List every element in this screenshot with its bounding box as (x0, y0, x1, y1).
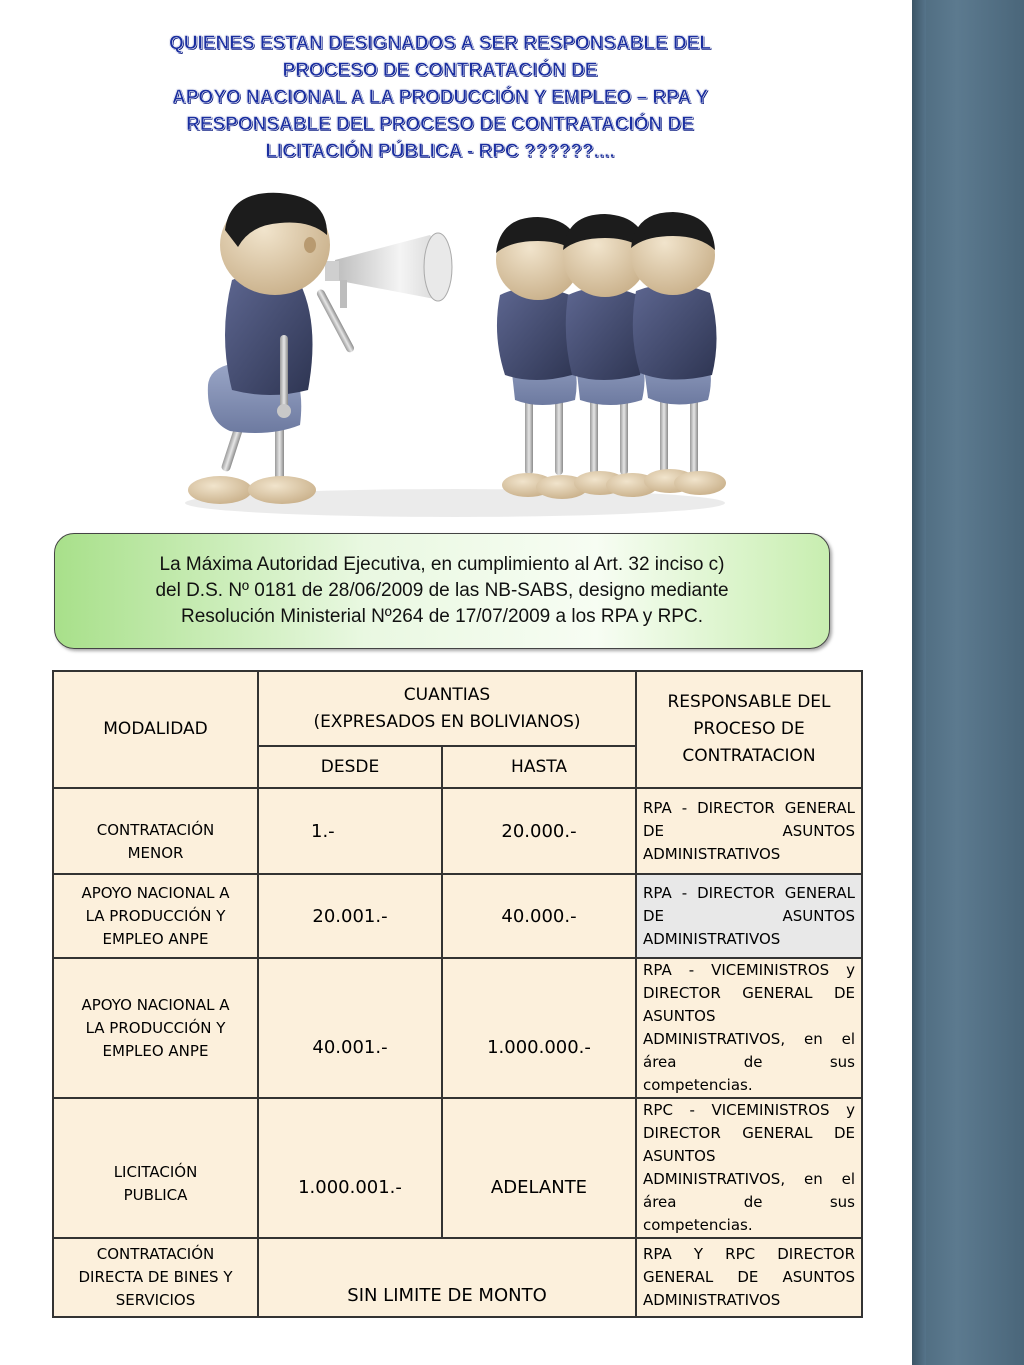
megaphone-figures-icon (170, 185, 740, 525)
row-responsable (636, 1238, 862, 1317)
row-desde: 40.001.- (258, 958, 442, 1098)
modalidad-line: SERVICIOS (115, 1291, 196, 1309)
title-line-2: PROCESO DE CONTRATACIÓN DE (282, 60, 598, 81)
header-modalidad: MODALIDAD (53, 671, 258, 788)
modalidad-line: EMPLEO ANPE (102, 929, 209, 948)
row-hasta: 20.000.- (442, 788, 636, 874)
row-responsable (636, 874, 862, 958)
header-responsable-line1: RESPONSABLE DEL (667, 692, 831, 712)
table-row (53, 958, 862, 1098)
row-desde: 20.001.- (258, 874, 442, 958)
row-responsable (636, 958, 862, 1098)
modalidad-line: LA PRODUCCIÓN Y (85, 1018, 226, 1037)
modalidad-line: EMPLEO ANPE (102, 1041, 209, 1060)
row-modalidad (53, 874, 258, 958)
modalidad-line: APOYO NACIONAL A (81, 883, 230, 902)
side-decoration-band (912, 0, 1024, 1365)
row-responsable (636, 1098, 862, 1238)
table-header-row (53, 671, 862, 746)
title-line-1: QUIENES ESTAN DESIGNADOS A SER RESPONSABLE DEL (169, 33, 711, 54)
responsable-last-line: ADMINISTRATIVOS (643, 844, 781, 863)
row-modalidad (53, 1238, 258, 1317)
row-hasta: 40.000.- (442, 874, 636, 958)
header-cuantias-line1: CUANTIAS (403, 684, 491, 705)
row-modalidad (53, 788, 258, 874)
note-line-3: Resolución Ministerial Nº264 de 17/07/2009 a los RPA y RPC. (181, 606, 703, 627)
modalidad-line: CONTRATACIÓN (96, 821, 215, 839)
title-line-4: RESPONSABLE DEL PROCESO DE CONTRATACIÓN DE (186, 114, 694, 135)
responsable-text: RPC - VICEMINISTROS y DIRECTOR GENERAL DE ASUNTOS ADMINISTRATIVOS, en el área de sus (643, 1101, 855, 1211)
responsable-last-line: competencias. (643, 1076, 753, 1094)
row-modalidad (53, 1098, 258, 1238)
note-line-1: La Máxima Autoridad Ejecutiva, en cumplimiento al Art. 32 inciso c) (159, 554, 725, 575)
row-monto: SIN LIMITE DE MONTO (258, 1238, 636, 1317)
page-title (90, 30, 790, 165)
table-row (53, 788, 862, 874)
title-line-3: APOYO NACIONAL A LA PRODUCCIÓN Y EMPLEO – RPA Y (172, 87, 708, 108)
responsable-text: RPA - DIRECTOR GENERAL DE ASUNTOS (643, 798, 855, 840)
row-modalidad (53, 958, 258, 1098)
modalidad-line: DIRECTA DE BINES Y (78, 1268, 233, 1286)
header-responsable-line3: CONTRATACION (682, 746, 816, 766)
header-cuantias-line2: (EXPRESADOS EN BOLIVIANOS) (313, 711, 581, 732)
modalidad-line: LA PRODUCCIÓN Y (85, 906, 226, 925)
responsable-last-line: ADMINISTRATIVOS (643, 1291, 781, 1309)
responsable-text: RPA - DIRECTOR GENERAL DE ASUNTOS (643, 883, 855, 925)
resolution-note (54, 533, 830, 649)
row-desde: 1.000.001.- (258, 1098, 442, 1238)
modalidad-line: PUBLICA (123, 1186, 188, 1204)
row-hasta: ADELANTE (442, 1098, 636, 1238)
title-line-5: LICITACIÓN PÚBLICA - RPC ??????.... (265, 141, 615, 162)
table-row (53, 1098, 862, 1238)
modalidad-line: MENOR (127, 844, 184, 862)
responsable-text: RPA - VICEMINISTROS y DIRECTOR GENERAL DE ASUNTOS ADMINISTRATIVOS, en el área de sus (643, 961, 855, 1071)
row-responsable (636, 788, 862, 874)
row-desde: 1.- (258, 788, 442, 874)
responsable-last-line: ADMINISTRATIVOS (643, 929, 781, 948)
resolution-note-text (82, 552, 802, 630)
responsable-last-line: competencias. (643, 1216, 753, 1234)
header-responsable-line2: PROCESO DE (693, 719, 805, 739)
table-row (53, 874, 862, 958)
note-line-2: del D.S. Nº 0181 de 28/06/2009 de las NB-SABS, designo mediante (155, 580, 729, 601)
header-responsable (636, 671, 862, 788)
modalidad-line: APOYO NACIONAL A (81, 995, 230, 1014)
header-hasta: HASTA (442, 746, 636, 788)
row-hasta: 1.000.000.- (442, 958, 636, 1098)
table-row (53, 1238, 862, 1317)
header-cuantias (258, 671, 636, 746)
modalidad-line: CONTRATACIÓN (96, 1245, 215, 1263)
header-desde: DESDE (258, 746, 442, 788)
responsables-table (52, 670, 863, 1318)
modalidad-line: LICITACIÓN (113, 1163, 198, 1181)
responsable-text: RPA Y RPC DIRECTOR GENERAL DE ASUNTOS (643, 1245, 855, 1286)
